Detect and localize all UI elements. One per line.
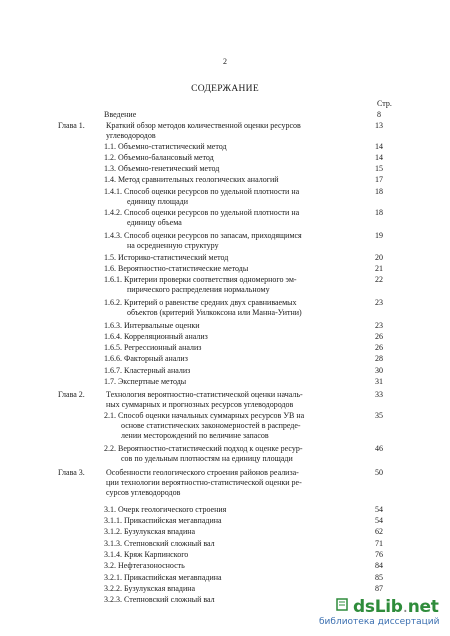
toc-page-number: 50 [375, 468, 383, 477]
toc-entry-title: 3.1.1. Прикаспийская мегавпадина [104, 516, 222, 525]
watermark-subtitle: библиотека диссертаций [319, 617, 440, 627]
toc-entry-title: 3.1.3. Степновский сложный вал [104, 539, 215, 548]
toc-page-number: 84 [375, 561, 383, 570]
toc-page-number: 15 [375, 164, 383, 173]
toc-page-number: 22 [375, 275, 383, 284]
watermark-logo-dot: . [402, 597, 408, 617]
toc-page-number: 23 [375, 321, 383, 330]
toc-page-number: 54 [375, 516, 383, 525]
toc-entry-title: 3.2. Нефтегазоносность [104, 561, 185, 570]
toc-entry-title: 1.6.1. Критерии проверки соответствия одномерного эм- пирического распределения нормальному [104, 275, 297, 295]
watermark-logo[interactable] [353, 597, 439, 617]
toc-entry-title: 1.6.5. Регрессионный анализ [104, 343, 202, 352]
toc-entry-title: 1.6.6. Факторный анализ [104, 354, 188, 363]
toc-entry-title: 2.1. Способ оценки начальных суммарных ресурсов УВ на основе статистических закономерностей в распреде- лении месторождений по величине запасов [104, 411, 305, 441]
toc-page-number: 14 [375, 153, 383, 162]
toc-entry-title: 3.2.3. Степновский сложный вал [104, 595, 215, 604]
page-number: 2 [223, 57, 227, 66]
toc-entry-title: 1.6.2. Критерий о равенстве средних двух сравниваемых объектов (критерий Уилкоксона или Манна-Уитни) [104, 298, 302, 318]
toc-chapter-label: Глава 2. [58, 390, 85, 399]
toc-entry-title: 2.2. Вероятностно-статистический подход к оценке ресур- сов по удельным плотностям на единицу площади [104, 444, 303, 464]
toc-entry-title: 1.2. Объемно-балансовый метод [104, 153, 214, 162]
toc-entry-title: 3.1.4. Кряж Карпинского [104, 550, 189, 559]
toc-page-number: 30 [375, 366, 383, 375]
toc-entry-title: 1.3. Объемно-генетический метод [104, 164, 220, 173]
toc-page-number: 26 [375, 343, 383, 352]
watermark-logo-main: dsLib [353, 597, 403, 617]
toc-entry-title: 1.4. Метод сравнительных геологических аналогий [104, 175, 279, 184]
toc-page-number: 54 [375, 505, 383, 514]
toc-entry-title: Технология вероятностно-статистической оценки началь- ных суммарных и прогнозных ресурсов углеводородов [106, 390, 303, 410]
watermark-logo-tld: net [407, 597, 439, 617]
toc-page-number: 17 [375, 175, 383, 184]
toc-page-number: 21 [375, 264, 383, 273]
toc-chapter-label: Глава 3. [58, 468, 85, 477]
toc-page-number: 35 [375, 411, 383, 420]
toc-page-number: 8 [377, 110, 381, 119]
toc-entry-title: 1.6.7. Кластерный анализ [104, 366, 191, 375]
toc-entry-title: 1.6. Вероятностно-статистические методы [104, 264, 249, 273]
dslib-logo-icon [335, 596, 351, 612]
toc-entry-title: 3.1.2. Бузулукская впадина [104, 527, 196, 536]
toc-page-number: 33 [375, 390, 383, 399]
toc-page-number: 28 [375, 354, 383, 363]
toc-entry-title: 1.7. Экспертные методы [104, 377, 187, 386]
toc-page-number: 18 [375, 187, 383, 196]
toc-entry-title: 1.5. Историко-статистический метод [104, 253, 229, 262]
toc-page-number: 26 [375, 332, 383, 341]
toc-entry-title: 3.2.2. Бузулукская впадина [104, 584, 196, 593]
toc-entry-title: 1.1. Объемно-статистический метод [104, 142, 227, 151]
toc-page-number: 13 [375, 121, 383, 130]
page-column-label: Стр. [377, 99, 392, 108]
toc-page-number: 62 [375, 527, 383, 536]
toc-entry-title: 3.1. Очерк геологического строения [104, 505, 227, 514]
toc-entry-title: 3.2.1. Прикаспийская мегавпадина [104, 573, 222, 582]
toc-entry-title: Особенности геологического строения районов реализа- ции технологии вероятностно-статистической оценки ре- сурсов углеводородов [106, 468, 302, 498]
toc-chapter-label: Глава 1. [58, 121, 85, 130]
toc-entry-title: 1.4.1. Способ оценки ресурсов по удельной плотности на единицу площади [104, 187, 300, 207]
toc-page-number: 31 [375, 377, 383, 386]
toc-page-number: 71 [375, 539, 383, 548]
toc-entry-title: Краткий обзор методов количественной оценки ресурсов углеводородов [106, 121, 301, 141]
toc-page-number: 18 [375, 208, 383, 217]
toc-page-number: 76 [375, 550, 383, 559]
toc-entry-title: 1.4.3. Способ оценки ресурсов по запасам, приходящимся на осредненную структуру [104, 231, 302, 251]
toc-page-number: 87 [375, 584, 383, 593]
toc-page-number: 14 [375, 142, 383, 151]
toc-page-number: 23 [375, 298, 383, 307]
toc-heading: СОДЕРЖАНИЕ [191, 84, 259, 94]
toc-entry-title: 1.6.4. Корреляционный анализ [104, 332, 208, 341]
toc-page-number: 85 [375, 573, 383, 582]
toc-entry-title: 1.4.2. Способ оценки ресурсов по удельной плотности на единицу объема [104, 208, 300, 228]
toc-entry-title: 1.6.3. Интервальные оценки [104, 321, 200, 330]
toc-entry-title: Введение [104, 110, 137, 119]
toc-page-number: 20 [375, 253, 383, 262]
toc-page-number: 19 [375, 231, 383, 240]
toc-page-number: 46 [375, 444, 383, 453]
